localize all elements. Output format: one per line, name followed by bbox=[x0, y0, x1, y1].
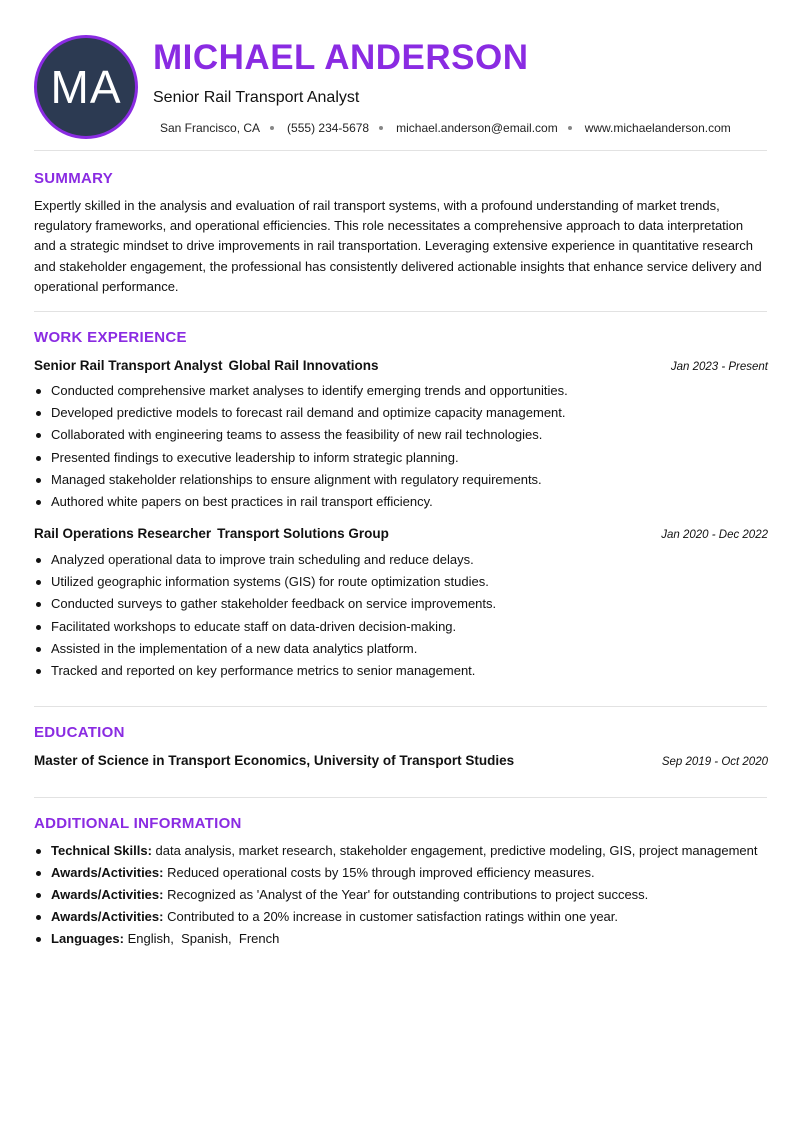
job-header bbox=[34, 358, 768, 373]
list-item bbox=[51, 908, 785, 926]
item-text: Contributed to a 20% increase in customer satisfaction ratings within one year. bbox=[167, 909, 618, 924]
list-item: Facilitated workshops to educate staff on data-driven decision-making. bbox=[51, 616, 785, 638]
item-label: Languages: bbox=[51, 931, 124, 946]
list-item: Authored white papers on best practices in rail transport efficiency. bbox=[51, 491, 785, 513]
list-item bbox=[51, 864, 785, 882]
job-company: Global Rail Innovations bbox=[228, 358, 379, 373]
candidate-name: MICHAEL ANDERSON bbox=[153, 38, 529, 77]
job-dates: Jan 2020 - Dec 2022 bbox=[661, 529, 768, 541]
experience-heading: WORK EXPERIENCE bbox=[34, 329, 187, 346]
separator-dot-icon bbox=[379, 126, 383, 130]
education-degree: Master of Science in Transport Economics, University of Transport Studies bbox=[34, 753, 515, 768]
item-text: data analysis, market research, stakeholder engagement, predictive modeling, GIS, project management bbox=[155, 843, 758, 858]
job-title bbox=[34, 358, 379, 373]
contact-email[interactable]: michael.anderson@email.com bbox=[396, 121, 558, 135]
item-label: Awards/Activities: bbox=[51, 887, 164, 902]
avatar-initials: MA bbox=[50, 61, 122, 113]
item-text: English, Spanish, French bbox=[127, 931, 280, 946]
list-item: Collaborated with engineering teams to assess the feasibility of new rail technologies. bbox=[51, 424, 785, 446]
contact-phone: (555) 234-5678 bbox=[287, 121, 370, 135]
separator-dot-icon bbox=[270, 126, 274, 130]
separator-dot-icon bbox=[568, 126, 572, 130]
contact-website[interactable]: www.michaelanderson.com bbox=[584, 121, 731, 135]
job-company: Transport Solutions Group bbox=[217, 526, 389, 541]
item-text: Reduced operational costs by 15% through improved efficiency measures. bbox=[167, 865, 595, 880]
job-position: Rail Operations Researcher bbox=[34, 526, 212, 541]
education-dates: Sep 2019 - Oct 2020 bbox=[661, 756, 768, 768]
list-item: Managed stakeholder relationships to ensure alignment with regulatory requirements. bbox=[51, 469, 785, 491]
list-item: Analyzed operational data to improve train scheduling and reduce delays. bbox=[51, 549, 785, 571]
list-item bbox=[51, 842, 785, 860]
item-label: Awards/Activities: bbox=[51, 909, 164, 924]
divider bbox=[34, 706, 767, 707]
list-item: Tracked and reported on key performance metrics to senior management. bbox=[51, 660, 785, 682]
item-label: Awards/Activities: bbox=[51, 865, 164, 880]
contact-location: San Francisco, CA bbox=[160, 121, 261, 135]
education-heading: EDUCATION bbox=[34, 724, 125, 741]
list-item bbox=[51, 930, 785, 948]
divider bbox=[34, 797, 767, 798]
divider bbox=[34, 311, 767, 312]
list-item: Conducted comprehensive market analyses to identify emerging trends and opportunities. bbox=[51, 380, 785, 402]
candidate-role: Senior Rail Transport Analyst bbox=[153, 89, 360, 106]
summary-heading: SUMMARY bbox=[34, 170, 114, 187]
job-bullets bbox=[34, 380, 785, 513]
contact-row bbox=[160, 121, 731, 135]
item-text: Recognized as 'Analyst of the Year' for outstanding contributions to project success. bbox=[167, 887, 649, 902]
divider bbox=[34, 150, 767, 151]
list-item: Utilized geographic information systems (GIS) for route optimization studies. bbox=[51, 571, 785, 593]
avatar bbox=[34, 35, 138, 139]
job-title bbox=[34, 526, 389, 541]
job-position: Senior Rail Transport Analyst bbox=[34, 358, 223, 373]
job-header bbox=[34, 526, 768, 541]
list-item bbox=[51, 886, 785, 904]
list-item: Presented findings to executive leadership to inform strategic planning. bbox=[51, 447, 785, 469]
summary-text: Expertly skilled in the analysis and evaluation of rail transport systems, with a profound understanding of market trends, regulatory frameworks, and operational efficiencies. This role necessitates a comprehensive approach to data interpretation and a strategic mindset to drive improvements in rail transportation. Leveraging extensive experience in quantitative research and stakeholder engagement, the professional has consistently delivered actionable insights that enhance service delivery and operational performance. bbox=[34, 198, 762, 294]
additional-list bbox=[34, 842, 785, 952]
job-bullets bbox=[34, 549, 785, 682]
education-entry bbox=[34, 753, 768, 768]
item-label: Technical Skills: bbox=[51, 843, 152, 858]
list-item: Conducted surveys to gather stakeholder feedback on service improvements. bbox=[51, 593, 785, 615]
job-dates: Jan 2023 - Present bbox=[670, 361, 768, 373]
additional-heading: ADDITIONAL INFORMATION bbox=[34, 815, 242, 832]
list-item: Assisted in the implementation of a new data analytics platform. bbox=[51, 638, 785, 660]
list-item: Developed predictive models to forecast rail demand and optimize capacity management. bbox=[51, 402, 785, 424]
